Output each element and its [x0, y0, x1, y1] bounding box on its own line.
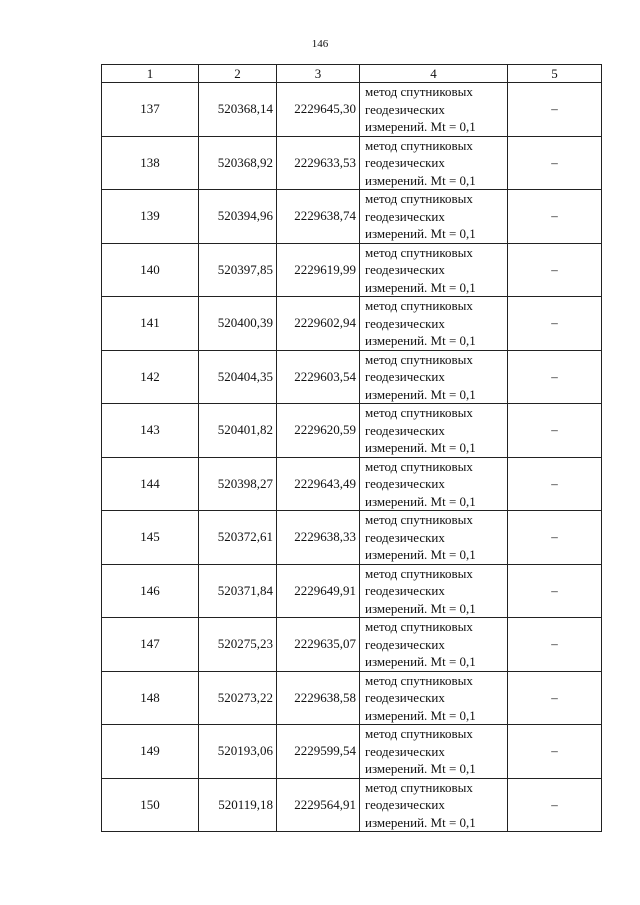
- point-number-cell: 143: [102, 404, 199, 458]
- method-text-line: метод спутниковых: [365, 726, 473, 741]
- method-text-line: геодезических: [365, 422, 445, 438]
- method-text-line: измерений. Mt = 0,1: [365, 440, 476, 455]
- point-number-cell: 144: [102, 457, 199, 511]
- point-number-cell: 147: [102, 618, 199, 672]
- table-row: [102, 671, 602, 725]
- note-cell: –: [508, 564, 602, 618]
- table-body: [102, 83, 602, 832]
- note-cell: –: [508, 511, 602, 565]
- method-text-line: измерений. Mt = 0,1: [365, 654, 476, 669]
- method-text-line: метод спутниковых: [365, 565, 473, 581]
- table-row: [102, 243, 602, 297]
- note-cell: –: [508, 671, 602, 725]
- coordinates-table: [101, 64, 602, 832]
- note-cell: –: [508, 243, 602, 297]
- method-text-line: измерений. Mt = 0,1: [365, 386, 476, 402]
- point-number-cell: 142: [102, 350, 199, 404]
- x-coordinate-cell: 520397,85: [199, 243, 277, 297]
- table-row: [102, 136, 602, 190]
- note-cell: –: [508, 404, 602, 458]
- table-row: [102, 297, 602, 351]
- method-text-line: метод спутниковых: [365, 84, 473, 99]
- table-row: [102, 618, 602, 672]
- method-text-line: измерений. Mt = 0,1: [365, 493, 476, 509]
- y-coordinate-cell: 2229645,30: [277, 83, 360, 137]
- table-row: [102, 350, 602, 404]
- method-text-line: геодезических: [365, 529, 445, 545]
- x-coordinate-cell: 520401,82: [199, 404, 277, 458]
- method-text-line: метод спутниковых: [365, 244, 473, 260]
- method-text-line: метод спутниковых: [365, 619, 473, 634]
- x-coordinate-cell: 520371,84: [199, 564, 277, 618]
- method-text-line: измерений. Mt = 0,1: [365, 761, 476, 776]
- method-text-line: геодезических: [365, 101, 445, 117]
- point-number-cell: 145: [102, 511, 199, 565]
- method-cell: [360, 618, 508, 672]
- table-row: [102, 190, 602, 244]
- method-cell: [360, 511, 508, 565]
- method-cell: [360, 136, 508, 190]
- note-cell: –: [508, 778, 602, 832]
- table-row: [102, 457, 602, 511]
- x-coordinate-cell: 520119,18: [199, 778, 277, 832]
- x-coordinate-cell: 520398,27: [199, 457, 277, 511]
- note-cell: –: [508, 136, 602, 190]
- method-text-line: геодезических: [365, 636, 445, 652]
- y-coordinate-cell: 2229638,74: [277, 190, 360, 244]
- table-row: [102, 83, 602, 137]
- method-text-line: геодезических: [365, 369, 445, 384]
- x-coordinate-cell: 520404,35: [199, 350, 277, 404]
- point-number-cell: 139: [102, 190, 199, 244]
- point-number-cell: 137: [102, 83, 199, 137]
- method-cell: [360, 83, 508, 137]
- note-cell: –: [508, 350, 602, 404]
- x-coordinate-cell: 520368,92: [199, 136, 277, 190]
- method-text-line: геодезических: [365, 155, 445, 170]
- method-text-line: измерений. Mt = 0,1: [365, 600, 476, 616]
- page-number: 146: [311, 38, 329, 50]
- method-text-line: измерений. Mt = 0,1: [365, 333, 476, 348]
- x-coordinate-cell: 520372,61: [199, 511, 277, 565]
- method-cell: [360, 778, 508, 832]
- method-cell: [360, 457, 508, 511]
- x-coordinate-cell: 520400,39: [199, 297, 277, 351]
- method-text-line: геодезических: [365, 690, 445, 705]
- table-row: [102, 564, 602, 618]
- note-cell: –: [508, 297, 602, 351]
- point-number-cell: 150: [102, 778, 199, 832]
- x-coordinate-cell: 520368,14: [199, 83, 277, 137]
- note-cell: –: [508, 725, 602, 779]
- note-cell: –: [508, 83, 602, 137]
- x-coordinate-cell: 520275,23: [199, 618, 277, 672]
- method-text-line: геодезических: [365, 208, 445, 224]
- y-coordinate-cell: 2229638,33: [277, 511, 360, 565]
- note-cell: –: [508, 457, 602, 511]
- table-row: [102, 725, 602, 779]
- point-number-cell: 140: [102, 243, 199, 297]
- y-coordinate-cell: 2229619,99: [277, 243, 360, 297]
- y-coordinate-cell: 2229603,54: [277, 350, 360, 404]
- method-text-line: геодезических: [365, 476, 445, 491]
- header-cell-4: 4: [360, 65, 508, 83]
- point-number-cell: 148: [102, 671, 199, 725]
- method-cell: [360, 190, 508, 244]
- method-text-line: измерений. Mt = 0,1: [365, 119, 476, 134]
- y-coordinate-cell: 2229635,07: [277, 618, 360, 672]
- method-text-line: метод спутниковых: [365, 298, 473, 313]
- method-text-line: геодезических: [365, 743, 445, 759]
- method-cell: [360, 404, 508, 458]
- method-text-line: метод спутниковых: [365, 512, 473, 527]
- method-cell: [360, 297, 508, 351]
- header-cell-3: 3: [277, 65, 360, 83]
- method-text-line: измерений. Mt = 0,1: [365, 279, 476, 295]
- y-coordinate-cell: 2229633,53: [277, 136, 360, 190]
- method-text-line: метод спутниковых: [365, 191, 473, 206]
- point-number-cell: 149: [102, 725, 199, 779]
- table-row: [102, 404, 602, 458]
- method-text-line: измерений. Mt = 0,1: [365, 172, 476, 188]
- table-header-row: [102, 65, 602, 83]
- method-text-line: измерений. Mt = 0,1: [365, 226, 476, 241]
- method-text-line: геодезических: [365, 315, 445, 331]
- y-coordinate-cell: 2229564,91: [277, 778, 360, 832]
- y-coordinate-cell: 2229638,58: [277, 671, 360, 725]
- method-cell: [360, 350, 508, 404]
- header-cell-2: 2: [199, 65, 277, 83]
- method-text-line: измерений. Mt = 0,1: [365, 814, 476, 830]
- method-text-line: метод спутниковых: [365, 137, 473, 153]
- note-cell: –: [508, 618, 602, 672]
- x-coordinate-cell: 520394,96: [199, 190, 277, 244]
- point-number-cell: 141: [102, 297, 199, 351]
- method-text-line: геодезических: [365, 583, 445, 598]
- method-cell: [360, 725, 508, 779]
- y-coordinate-cell: 2229599,54: [277, 725, 360, 779]
- point-number-cell: 138: [102, 136, 199, 190]
- method-text-line: метод спутниковых: [365, 458, 473, 474]
- y-coordinate-cell: 2229620,59: [277, 404, 360, 458]
- x-coordinate-cell: 520193,06: [199, 725, 277, 779]
- y-coordinate-cell: 2229649,91: [277, 564, 360, 618]
- point-number-cell: 146: [102, 564, 199, 618]
- method-text-line: геодезических: [365, 262, 445, 277]
- method-text-line: метод спутниковых: [365, 672, 473, 688]
- header-cell-5: 5: [508, 65, 602, 83]
- method-text-line: метод спутниковых: [365, 351, 473, 367]
- x-coordinate-cell: 520273,22: [199, 671, 277, 725]
- method-text-line: измерений. Mt = 0,1: [365, 707, 476, 723]
- header-cell-1: 1: [102, 65, 199, 83]
- method-text-line: измерений. Mt = 0,1: [365, 547, 476, 562]
- method-cell: [360, 564, 508, 618]
- y-coordinate-cell: 2229602,94: [277, 297, 360, 351]
- method-text-line: метод спутниковых: [365, 405, 473, 420]
- method-text-line: геодезических: [365, 797, 445, 812]
- note-cell: –: [508, 190, 602, 244]
- method-text-line: метод спутниковых: [365, 779, 473, 795]
- table-row: [102, 778, 602, 832]
- y-coordinate-cell: 2229643,49: [277, 457, 360, 511]
- method-cell: [360, 671, 508, 725]
- table-row: [102, 511, 602, 565]
- method-cell: [360, 243, 508, 297]
